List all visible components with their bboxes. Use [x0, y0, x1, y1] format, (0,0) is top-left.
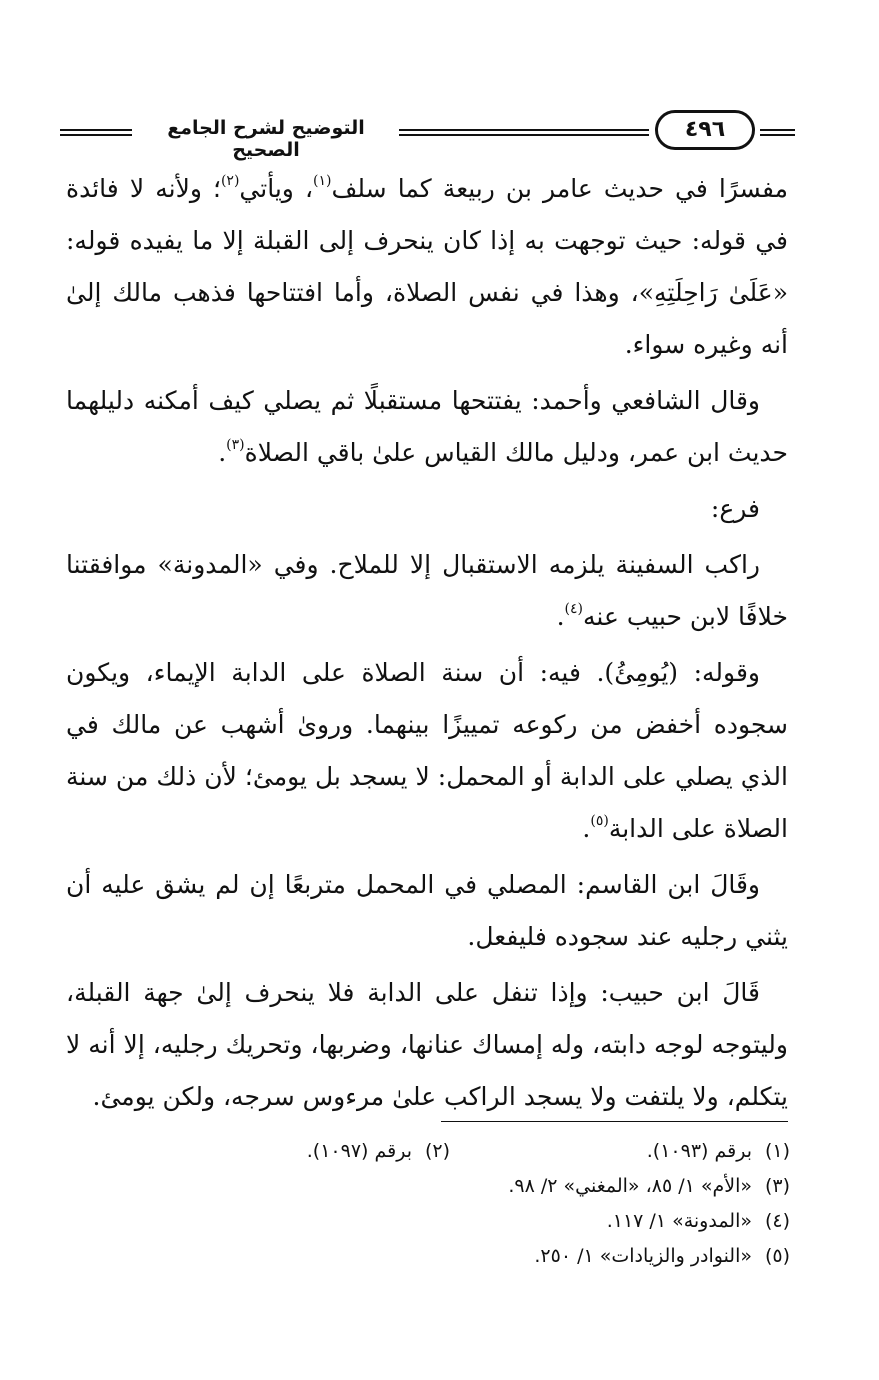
main-text: [66, 163, 788, 1127]
running-title: التوضيح لشرح الجامع الصحيح: [167, 117, 365, 161]
text-run: مفسرًا في حديث عامر بن ربيعة كما سلف: [331, 174, 788, 203]
text-run: راكب السفينة يلزمه الاستقبال إلا للملاح. وفي «المدونة» موافقتنا خلافًا لابن حبيب عنه: [66, 550, 788, 631]
page-number: ٤٩٦: [655, 110, 755, 150]
text-run: .: [218, 438, 227, 467]
footnote-text: «الأم» ١/ ٨٥، «المغني» ٢/ ٩٨.: [508, 1175, 752, 1197]
paragraph-4: [66, 647, 788, 855]
footnote-separator: [441, 1121, 788, 1122]
footnote-number: (٥): [764, 1245, 790, 1267]
text-run: .: [556, 602, 565, 631]
footnote-row: [150, 1134, 790, 1169]
header-rule-left: [60, 129, 132, 136]
footnote-text: «النوادر والزيادات» ١/ ٢٥٠.: [534, 1245, 752, 1267]
footnote-number: (٣): [764, 1175, 790, 1197]
text-run: وقوله: (يُومِئُ). فيه: أن سنة الصلاة على الدابة الإيماء، ويكون سجوده أخفض من ركوعه تمييزًا بينهما. وروىٰ أشهب عن مالك في الذي يصلي على الدابة أو المحمل: لا يسجد بل يومئ؛ لأن ذلك من سنة الصلاة على الدابة: [66, 658, 788, 843]
footnote-ref-2[interactable]: (٢): [220, 173, 240, 189]
text-run: .: [582, 814, 591, 843]
footnote-text: «المدونة» ١/ ١١٧.: [606, 1210, 752, 1232]
page-header: [60, 108, 795, 161]
footnote-text: برقم (١٠٩٧).: [306, 1140, 412, 1162]
footnote-3: [150, 1169, 790, 1204]
footnote-5: [150, 1239, 790, 1274]
text-run: ، ويأتي: [239, 174, 314, 203]
paragraph-6: قَالَ ابن حبيب: وإذا تنفل على الدابة فلا ينحرف إلىٰ جهة القبلة، وليتوجه لوجه دابته، وله إمساك عنانها، وضربها، وتحريك رجليه، إلا أنه لا يتكلم، ولا يلتفت ولا يسجد الراكب علىٰ مرءوس سرجه، ولكن يومئ.: [66, 978, 788, 1111]
text-run: وقال الشافعي وأحمد: يفتتحها مستقبلًا ثم يصلي كيف أمكنه دليلهما حديث ابن عمر، ودليل مالك القياس علىٰ باقي الصلاة: [66, 386, 788, 467]
footnote-number: (١): [764, 1140, 790, 1162]
paragraph-2: [66, 375, 788, 479]
footnote-ref-5[interactable]: (٥): [590, 813, 609, 829]
footnote-number: (٤): [764, 1210, 790, 1232]
footnote-2: [307, 1134, 450, 1169]
footnote-4: [150, 1204, 790, 1239]
header-rule-middle: [399, 129, 649, 136]
footnote-text: برقم (١٠٩٣).: [646, 1140, 752, 1162]
paragraph-5: وقَالَ ابن القاسم: المصلي في المحمل متربعًا إن لم يشق عليه أن يثني رجليه عند سجوده فليفعل.: [66, 870, 788, 951]
header-rule-right: [760, 129, 795, 136]
footnote-ref-1[interactable]: (١): [313, 173, 332, 189]
text-run: ؛ ولأنه لا فائدة في قوله: حيث توجهت به إذا كان ينحرف إلى القبلة إلا ما يفيده قوله: «عَلَىٰ رَاحِلَتِهِ»، وهذا في نفس الصلاة، وأما افتتاحها فذهب مالك إلىٰ أنه وغيره سواء.: [66, 174, 788, 359]
paragraph-1: [66, 163, 788, 371]
subheading-fara: فرع:: [710, 494, 760, 523]
footnotes: [150, 1134, 790, 1274]
footnote-ref-3[interactable]: (٣): [226, 437, 245, 453]
footnote-number: (٢): [424, 1140, 450, 1162]
paragraph-3: [66, 539, 788, 643]
footnote-1: [450, 1134, 790, 1169]
footnote-ref-4[interactable]: (٤): [564, 601, 584, 617]
